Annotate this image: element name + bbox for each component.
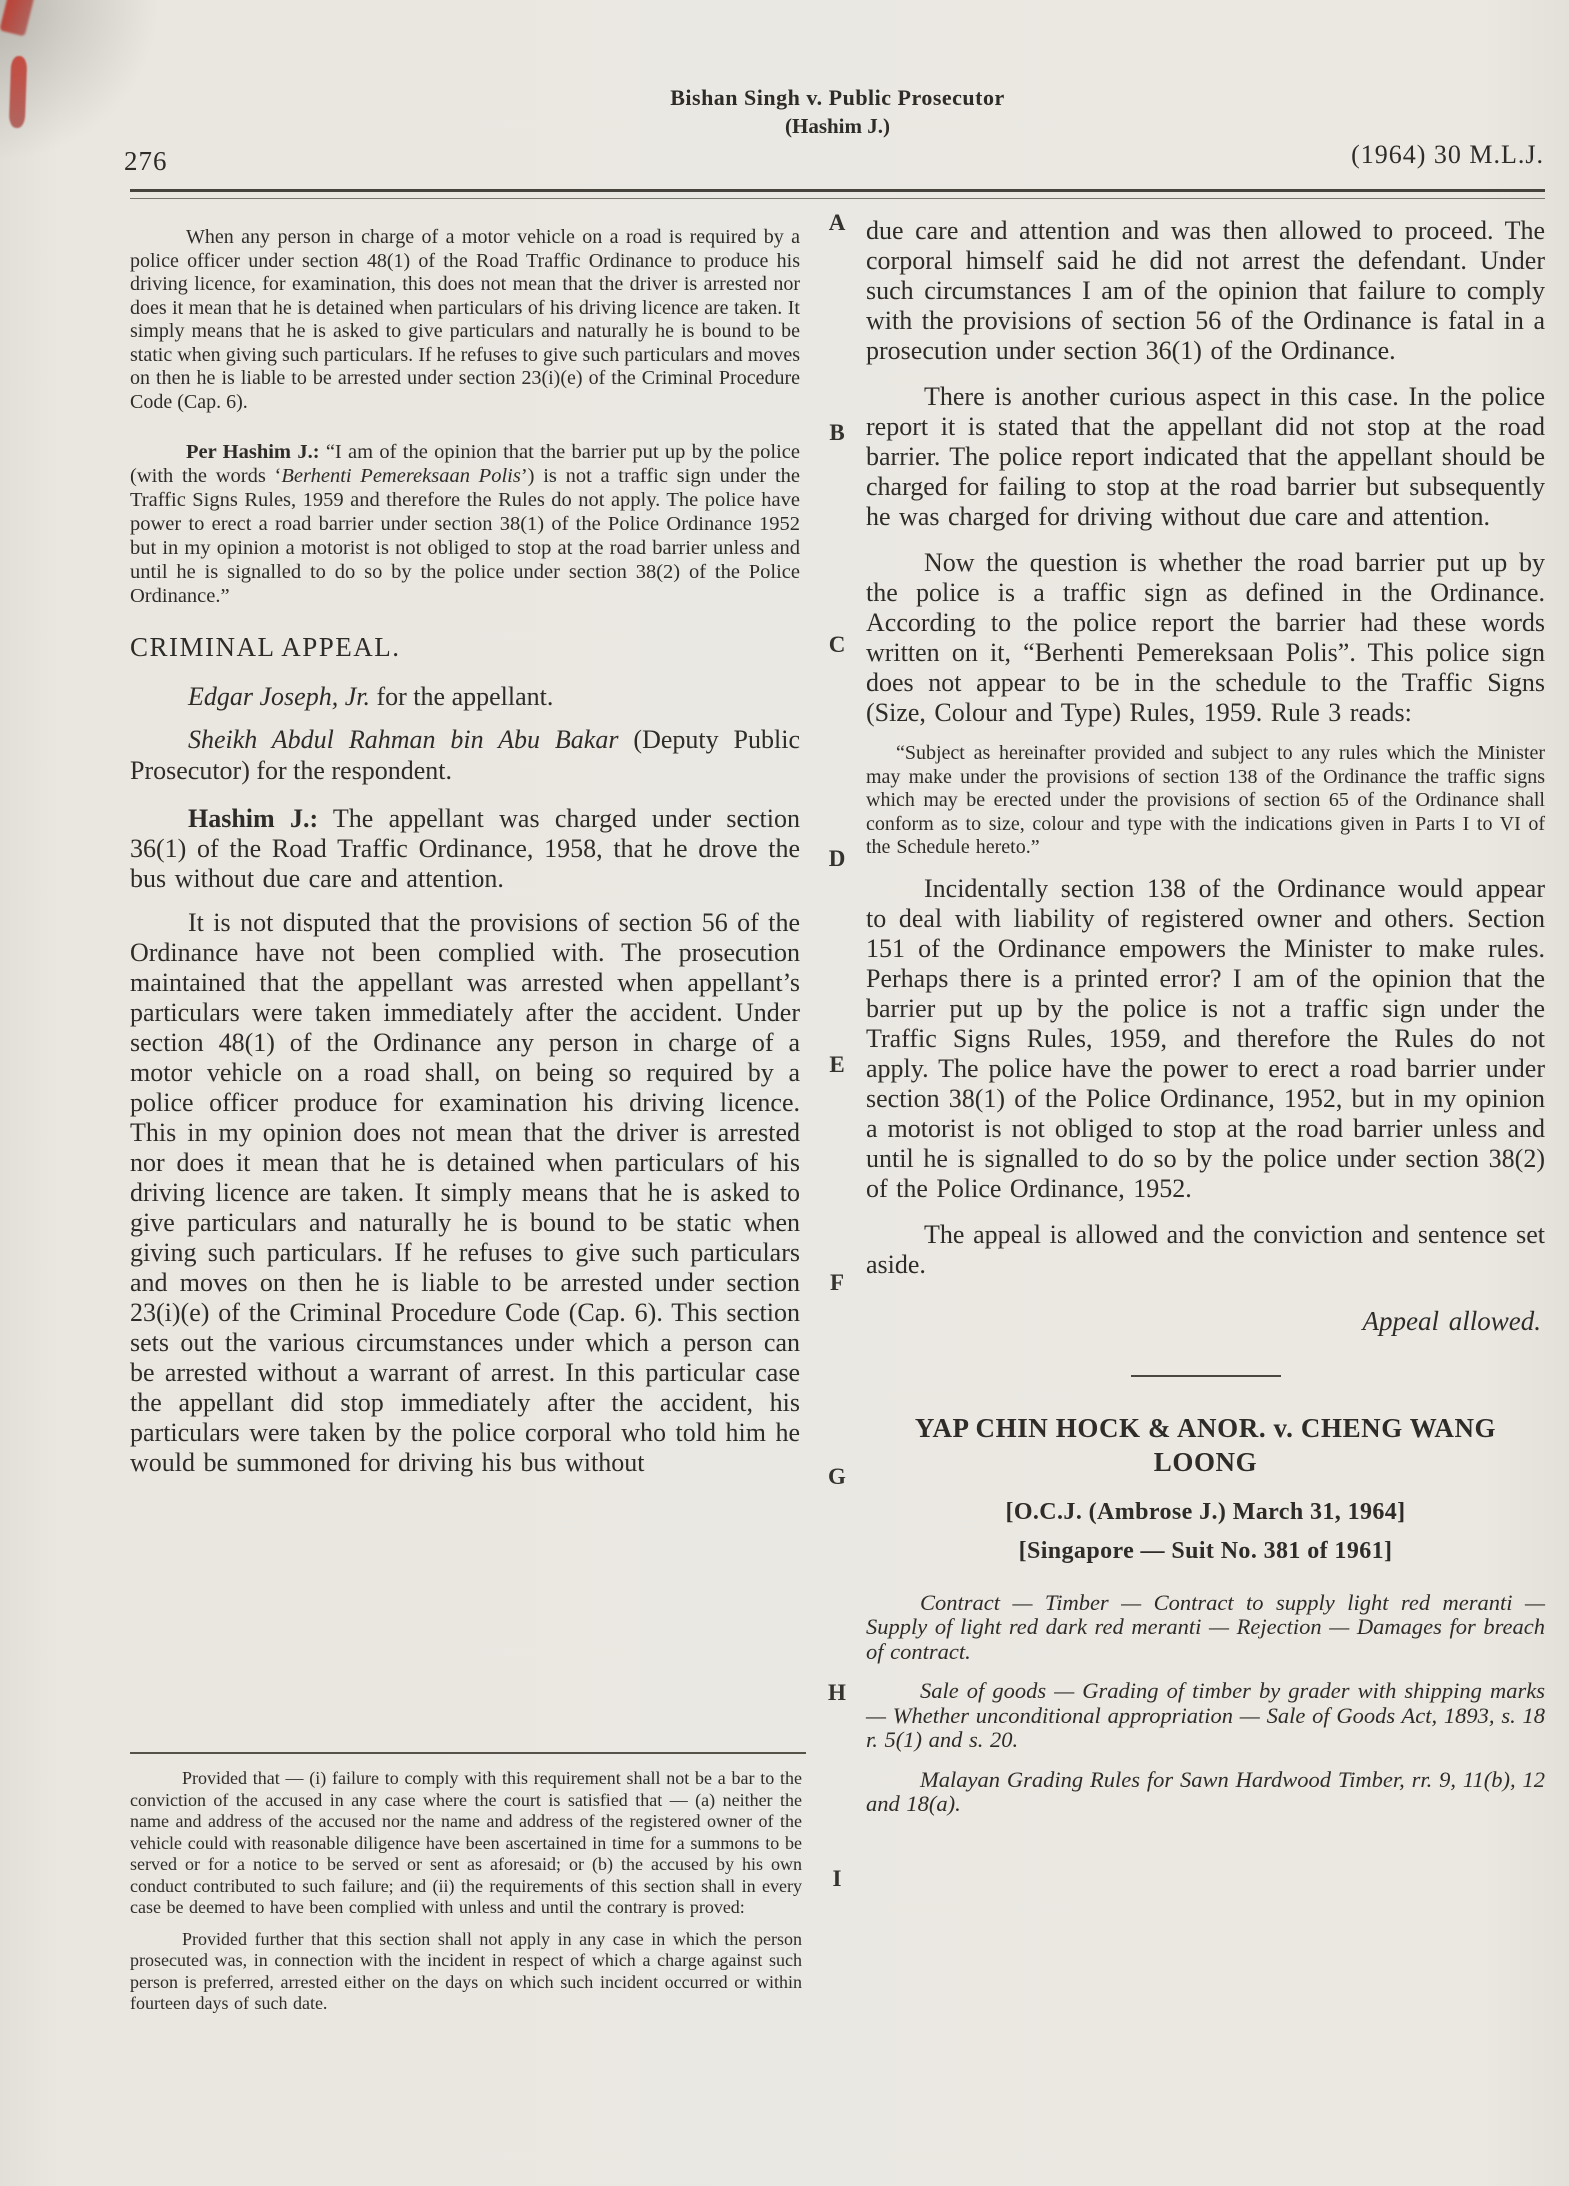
footnote-block — [130, 1768, 802, 2015]
footnote-paragraph-2: Provided further that this section shall not apply in any case in which the person prosecuted was, in connection with the incident in respect of which a charge against such person is preferred, arrested either on the days on which such incident occurred or within fourteen days of such date. — [130, 1928, 802, 2013]
right-column — [866, 216, 1545, 1817]
footnote-paragraph-1: Provided that — (i) failure to comply with this requirement shall not be a bar to the conviction of the accused in any case where the court is satisfied that — (a) neither the name and address of the accused nor the name and address of the registered owner of the vehicle could with reasonable diligence have been ascertained in time for a summons to be served or for a notice to be served or sent as aforesaid; or (b) the accused by his own conduct contributed to such failure; and (ii) the requirements of this section shall in every case be deemed to have been complied with unless and until the contrary is proved: — [130, 1768, 802, 1917]
next-case-suit-line: [Singapore — Suit No. 381 of 1961] — [1018, 1537, 1393, 1564]
judgment-paragraph-2: It is not disputed that the provisions of section 56 of the Ordinance have not been complied with. The prosecution maintained that the appellant was arrested when appellant’s particulars were taken immediately after the accident. Under section 48(1) of the Ordinance any person in charge of a motor vehicle on a road shall, on being so required by a police officer produce for examination his driving licence. This in my opinion does not mean that the driver is arrested nor does it mean that he is detained when particulars of his driving licence are taken. It simply means that he is asked to give particulars and naturally he is bound to be static when giving such particulars. If he refuses to give such particulars and moves on then he is liable to be arrested under section 23(i)(e) of the Criminal Procedure Code (Cap. 6). This section sets out the various circumstances under which a person can be arrested without a warrant of arrest. In this particular case the appellant did stop immediately after the accident, his particulars were taken by the police corporal who told him he would be summoned for driving his bus without — [130, 908, 800, 1477]
result-line: Appeal allowed. — [1362, 1305, 1541, 1336]
counsel-appellant-role: for the appellant. — [369, 682, 554, 711]
next-case-court-line: [O.C.J. (Ambrose J.) March 31, 1964] — [1005, 1498, 1406, 1525]
next-case-title: YAP CHIN HOCK & ANOR. v. CHENG WANG LOONG — [914, 1412, 1497, 1477]
left-column — [130, 226, 800, 1478]
judge-name-lead: Hashim J.: — [188, 804, 319, 833]
margin-letter-a: A — [828, 210, 846, 235]
counsel-respondent-role: (Deputy Public Prosecutor) for the respondent. — [130, 725, 800, 785]
header-double-rule — [130, 189, 1545, 199]
headnote-2-text-b: ’) is not a traffic sign under the Traffic Signs Rules, 1959 and therefore the Rules do not apply. The police have power to erect a road barrier under section 38(1) of the Police Ordinance 1952 but in my opinion a motorist is not obliged to stop at the road barrier unless and until he is signalled to do so by the police under section 38(2) of the Police Ordinance.” — [130, 465, 800, 607]
header-citation: (1964) 30 M.L.J. — [1351, 140, 1544, 169]
rule-3-quotation: “Subject as hereinafter provided and subject to any rules which the Minister may make under the provisions of section 138 of the Ordinance the traffic signs which may be erected under the provisions of section 65 of the Ordinance shall conform as to size, colour and type with the indications given in Parts I to VI of the Schedule hereto.” — [866, 742, 1545, 858]
body-paragraph-continuation: due care and attention and was then allowed to proceed. The corporal himself said he did not arrest the defendant. Under such circumstances I am of the opinion that failure to comply with the provisions of section 56 of the Ordinance is fatal in a prosecution under section 36(1) of the Ordinance. — [866, 216, 1545, 365]
margin-letter-f: F — [829, 1270, 845, 1295]
footnote-rule — [130, 1752, 806, 1754]
margin-letter-i: I — [832, 1866, 842, 1891]
headnote-paragraph-1: When any person in charge of a motor vehicle on a road is required by a police officer under section 48(1) of the Road Traffic Ordinance to produce his driving licence, for examination, this does not mean that the driver is arrested nor does it mean that he is detained when particulars of his driving licence are taken. It simply means that he is asked to give particulars and naturally he is bound to be static when giving such particulars. If he refuses to give such particulars and moves on then he is liable to be arrested under section 23(i)(e) of the Criminal Procedure Code (Cap. 6). — [130, 226, 800, 413]
page-number: 276 — [124, 146, 168, 176]
margin-letter-h: H — [828, 1680, 846, 1705]
malay-phrase-italic: Berhenti Pemereksaan Polis — [281, 465, 521, 487]
counsel-respondent-line — [130, 724, 800, 786]
catchwords-paragraph-2: Sale of goods — Grading of timber by grader with shipping marks — Whether unconditional appropriation — Sale of Goods Act, 1893, s. 18 r. 5(1) and s. 20. — [866, 1678, 1545, 1752]
judgment-1-text: The appellant was charged under section 36(1) of the Road Traffic Ordinance, 1958, that he drove the bus without due care and attention. — [130, 804, 800, 893]
counsel-appellant-line — [130, 681, 800, 712]
body-paragraph-disposition: The appeal is allowed and the conviction and sentence set aside. — [866, 1219, 1545, 1279]
per-judge-lead: Per Hashim J.: — [186, 441, 320, 463]
margin-letter-b: B — [829, 420, 845, 445]
catchwords-paragraph-3: Malayan Grading Rules for Sawn Hardwood Timber, rr. 9, 11(b), 12 and 18(a). — [866, 1766, 1545, 1816]
headnote-2-text-a: “I am of the opinion that the barrier put up by the police (with the words ‘ — [130, 441, 800, 487]
margin-letter-g: G — [828, 1464, 846, 1489]
counsel-respondent-name: Sheikh Abdul Rahman bin Abu Bakar — [188, 725, 619, 754]
headnote-paragraph-2 — [130, 440, 800, 608]
header-case-title: Bishan Singh v. Public Prosecutor — [670, 85, 1005, 110]
margin-letter-e: E — [829, 1052, 845, 1077]
body-paragraph-question: Now the question is whether the road barrier put up by the police is a traffic sign as defined in the Ordinance. According to the police report the barrier had these words written on it, “Berhenti Pemereksaan Polis”. This police sign does not appear to be in the schedule to the Traffic Signs (Size, Colour and Type) Rules, 1959. Rule 3 reads: — [866, 548, 1545, 727]
catchwords-paragraph-1: Contract — Timber — Contract to supply light red meranti — Supply of light red dark red meranti — Rejection — Damages for breach of contract. — [866, 1589, 1545, 1664]
body-paragraph-incidentally: Incidentally section 138 of the Ordinance would appear to deal with liability of registered owner and others. Section 151 of the Ordinance empowers the Minister to make rules. Perhaps there is a printed error? I am of the opinion that the barrier put up by the police is not a traffic sign under the Traffic Signs Rules, 1959, and therefore the Rules do not apply. The police have the power to erect a road barrier under section 38(1) of the Police Ordinance, 1952, but in my opinion a motorist is not obliged to stop at the road barrier unless and until he is signalled to do so by the police under section 38(2) of the Police Ordinance, 1952. — [866, 873, 1545, 1203]
running-header — [130, 84, 1545, 140]
case-divider-rule — [1131, 1375, 1281, 1377]
header-judge-name: (Hashim J.) — [785, 114, 890, 138]
counsel-appellant-name: Edgar Joseph, Jr. — [188, 682, 370, 711]
judgment-paragraph-1 — [130, 804, 800, 894]
appeal-type-heading: CRIMINAL APPEAL. — [130, 632, 401, 662]
margin-letter-d: D — [828, 846, 846, 871]
margin-letter-c: C — [828, 632, 846, 657]
red-ink-edge-mark-lower — [9, 56, 28, 129]
body-paragraph-curious-aspect: There is another curious aspect in this case. In the police report it is stated that the appellant did not stop at the road barrier. The police report indicated that the appellant should be charged for failing to stop at the road barrier but subsequently he was charged for driving without due care and attention. — [866, 382, 1545, 531]
red-ink-edge-mark-top — [0, 0, 35, 37]
